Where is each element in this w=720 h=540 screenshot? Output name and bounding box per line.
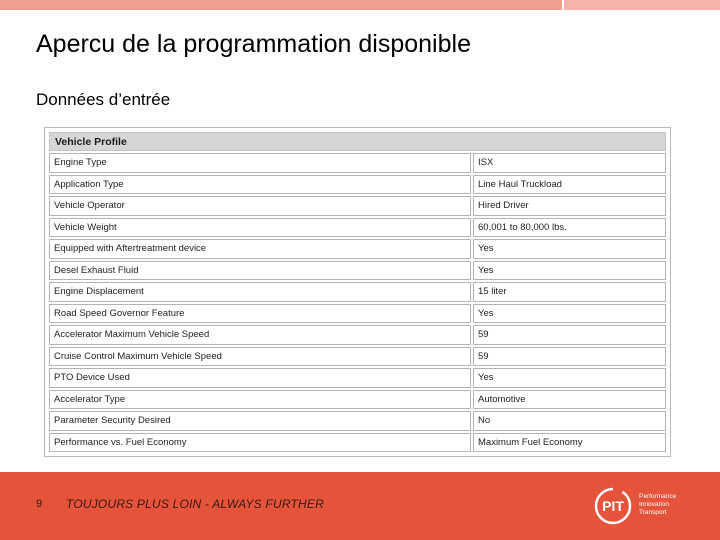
table-row	[49, 325, 666, 345]
parameter-value-cell: Yes	[473, 261, 666, 281]
table-row	[49, 347, 666, 367]
page-number: 9	[36, 498, 43, 510]
parameter-value-cell: Line Haul Truckload	[473, 175, 666, 195]
top-accent-band	[0, 0, 720, 10]
parameter-name-cell: Parameter Security Desired	[49, 411, 471, 431]
slide-subtitle: Données d’entrée	[36, 90, 171, 109]
parameter-name-cell: Equipped with Aftertreatment device	[49, 239, 471, 259]
table-row	[49, 218, 666, 238]
pit-logo-mark-icon	[593, 486, 637, 526]
parameter-value-cell: Automotive	[473, 390, 666, 410]
pit-logo-mark-text: PIT	[602, 498, 624, 514]
table-row	[49, 390, 666, 410]
table-row	[49, 261, 666, 281]
table-row	[49, 153, 666, 173]
parameter-value-cell: Hired Driver	[473, 196, 666, 216]
table-row	[49, 196, 666, 216]
parameter-value-cell: 59	[473, 325, 666, 345]
logo-line: Innovation	[639, 501, 669, 508]
parameter-value-cell: Maximum Fuel Economy	[473, 433, 666, 453]
parameter-name-cell: PTO Device Used	[49, 368, 471, 388]
parameter-value-cell: 60,001 to 80,000 lbs.	[473, 218, 666, 238]
parameter-name-cell: Vehicle Operator	[49, 196, 471, 216]
pit-logo-text	[639, 493, 676, 517]
parameter-name-cell: Accelerator Type	[49, 390, 471, 410]
footer-bar	[0, 472, 720, 540]
table-row	[49, 411, 666, 431]
table-row	[49, 282, 666, 302]
table-header-row	[49, 132, 666, 151]
parameter-name-cell: Performance vs. Fuel Economy	[49, 433, 471, 453]
parameter-name-cell: Cruise Control Maximum Vehicle Speed	[49, 347, 471, 367]
table-row	[49, 175, 666, 195]
parameter-name-cell: Road Speed Governor Feature	[49, 304, 471, 324]
table-row	[49, 433, 666, 453]
table-row	[49, 239, 666, 259]
parameter-value-cell: 59	[473, 347, 666, 367]
parameter-name-cell: Vehicle Weight	[49, 218, 471, 238]
parameter-name-cell: Application Type	[49, 175, 471, 195]
parameter-value-cell: 15 liter	[473, 282, 666, 302]
top-accent-band-left	[0, 0, 562, 10]
logo-line: Transport	[639, 509, 667, 516]
logo-line: Performance	[639, 493, 677, 500]
parameter-value-cell: ISX	[473, 153, 666, 173]
table-body	[49, 153, 666, 452]
slide-title: Apercu de la programmation disponible	[36, 30, 471, 58]
vehicle-profile-table	[44, 127, 671, 457]
table-row	[49, 368, 666, 388]
parameter-value-cell: Yes	[473, 239, 666, 259]
footer-tagline: TOUJOURS PLUS LOIN - ALWAYS FURTHER	[66, 497, 324, 511]
parameter-value-cell: Yes	[473, 304, 666, 324]
parameter-name-cell: Desel Exhaust Fluid	[49, 261, 471, 281]
parameter-value-cell: Yes	[473, 368, 666, 388]
parameter-name-cell: Engine Displacement	[49, 282, 471, 302]
parameter-value-cell: No	[473, 411, 666, 431]
table-row	[49, 304, 666, 324]
pit-logo	[593, 486, 693, 526]
top-accent-band-right	[564, 0, 720, 10]
table-header: Vehicle Profile	[49, 132, 666, 151]
parameter-name-cell: Engine Type	[49, 153, 471, 173]
parameter-name-cell: Accelerator Maximum Vehicle Speed	[49, 325, 471, 345]
